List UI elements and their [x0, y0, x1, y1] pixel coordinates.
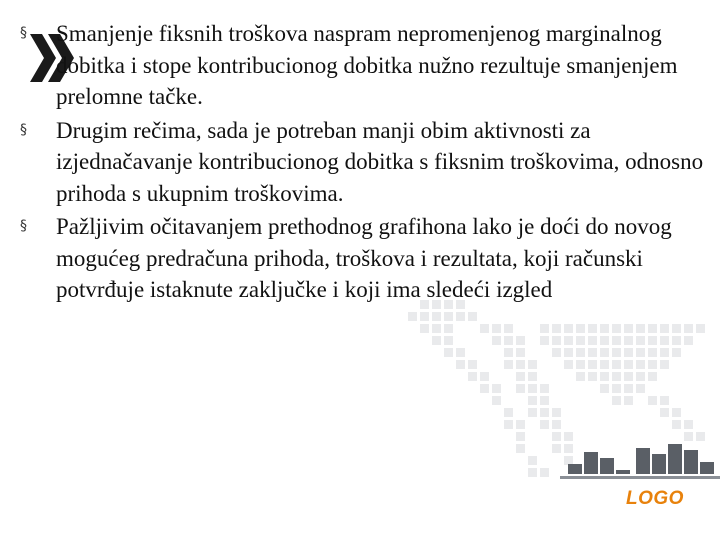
logo: LOGO: [626, 488, 684, 509]
world-map-dots: [408, 300, 705, 477]
bullet-text: Pažljivim očitavanjem prethodnog grafihona lako je doći do novog mogućeg predračuna prihoda, troškova i rezultata, koji računski potvrđuje istaknute zaključke i koji ima sledeći izgled: [56, 214, 672, 302]
bullet-item-3: [20, 211, 720, 306]
decorative-bars: [560, 444, 720, 479]
section-sign-bullet-icon: §: [20, 25, 27, 41]
bullet-item-1: [20, 18, 720, 113]
bullet-text: Smanjenje fiksnih troškova naspram nepromenjenog marginalnog dobitka i stope kontribucionog dobitka nužno rezultuje smanjenjem prelomne tačke.: [56, 21, 678, 109]
bullet-list: [20, 18, 720, 308]
bullet-item-2: [20, 115, 720, 210]
section-sign-bullet-icon: §: [20, 121, 27, 138]
section-sign-bullet-icon: §: [20, 218, 27, 234]
bullet-text: Drugim rečima, sada je potreban manji obim aktivnosti za izjednačavanje kontribucionog dobitka s fiksnim troškovima, odnosno prihoda s ukupnim troškovima.: [56, 117, 704, 206]
